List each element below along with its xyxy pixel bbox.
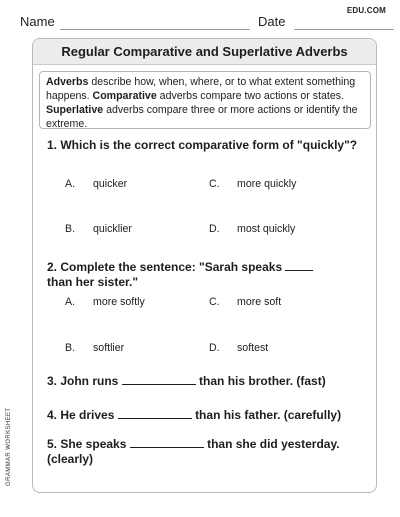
option-letter: D. [209,342,220,354]
q4-text-end: than his father. (carefully) [195,408,342,422]
option-letter: C. [209,296,220,308]
q5-text-start: 5. She speaks [47,437,127,451]
option-text: quicklier [93,223,132,235]
intro-box [39,71,371,129]
q1-option-b [65,223,132,235]
intro-term-adverbs: Adverbs [46,76,89,88]
name-date-row [20,14,386,32]
q2-option-a [65,296,145,308]
option-text: softlier [93,342,125,354]
name-line [60,29,250,30]
option-letter: A. [65,296,76,308]
option-text: softest [237,342,269,354]
q2-option-d [209,342,268,354]
intro-term-superlative: Superlative [46,104,104,116]
q2-option-c [209,296,281,308]
question-3 [47,373,367,389]
q1-option-d [209,223,295,235]
option-text: more softly [93,296,145,308]
intro-term-comparative: Comparative [92,90,157,102]
option-text: most quickly [237,223,296,235]
date-line [294,29,394,30]
worksheet-card [32,38,377,493]
question-4 [47,407,367,423]
intro-text-1: describe how, when, where, or to what extent something happens. [46,76,356,102]
question-1: 1. Which is the correct comparative form of "quickly"? [47,138,358,152]
option-letter: A. [65,178,76,190]
q2-text-end: than her sister." [47,275,139,289]
q2-option-b [65,342,124,354]
q5-text-end: than she did yesterday. [207,437,340,451]
q2-text-start: 2. Complete the sentence: "Sarah speaks [47,260,283,274]
date-label: Date [258,14,286,29]
brand-logo: EDU.COM [346,6,386,15]
question-2 [47,259,367,290]
q3-answer-blank[interactable] [122,373,196,385]
option-letter: C. [209,178,220,190]
option-letter: B. [65,223,76,235]
q1-option-c [209,178,296,190]
name-label: Name [20,14,55,29]
q3-text-end: than his brother. (fast) [199,374,326,388]
q1-option-a [65,178,127,190]
option-text: more quickly [237,178,297,190]
side-label: GRAMMAR WORKSHEET [6,407,12,486]
intro-text-2: adverbs compare two actions or states. [156,90,344,102]
option-letter: D. [209,223,220,235]
option-text: quicker [93,178,128,190]
option-text: more soft [237,296,282,308]
q3-text-start: 3. John runs [47,374,119,388]
q4-text-start: 4. He drives [47,408,115,422]
question-5 [47,436,367,467]
worksheet-title: Regular Comparative and Superlative Adverbs [33,39,376,65]
q4-answer-blank[interactable] [118,407,192,419]
intro-text-3: adverbs compare three or more actions or identify the extreme. [46,104,358,130]
option-letter: B. [65,342,76,354]
q5-answer-blank[interactable] [130,436,204,448]
q5-text-end-2: (clearly) [47,452,94,466]
q2-answer-blank[interactable] [285,259,313,271]
